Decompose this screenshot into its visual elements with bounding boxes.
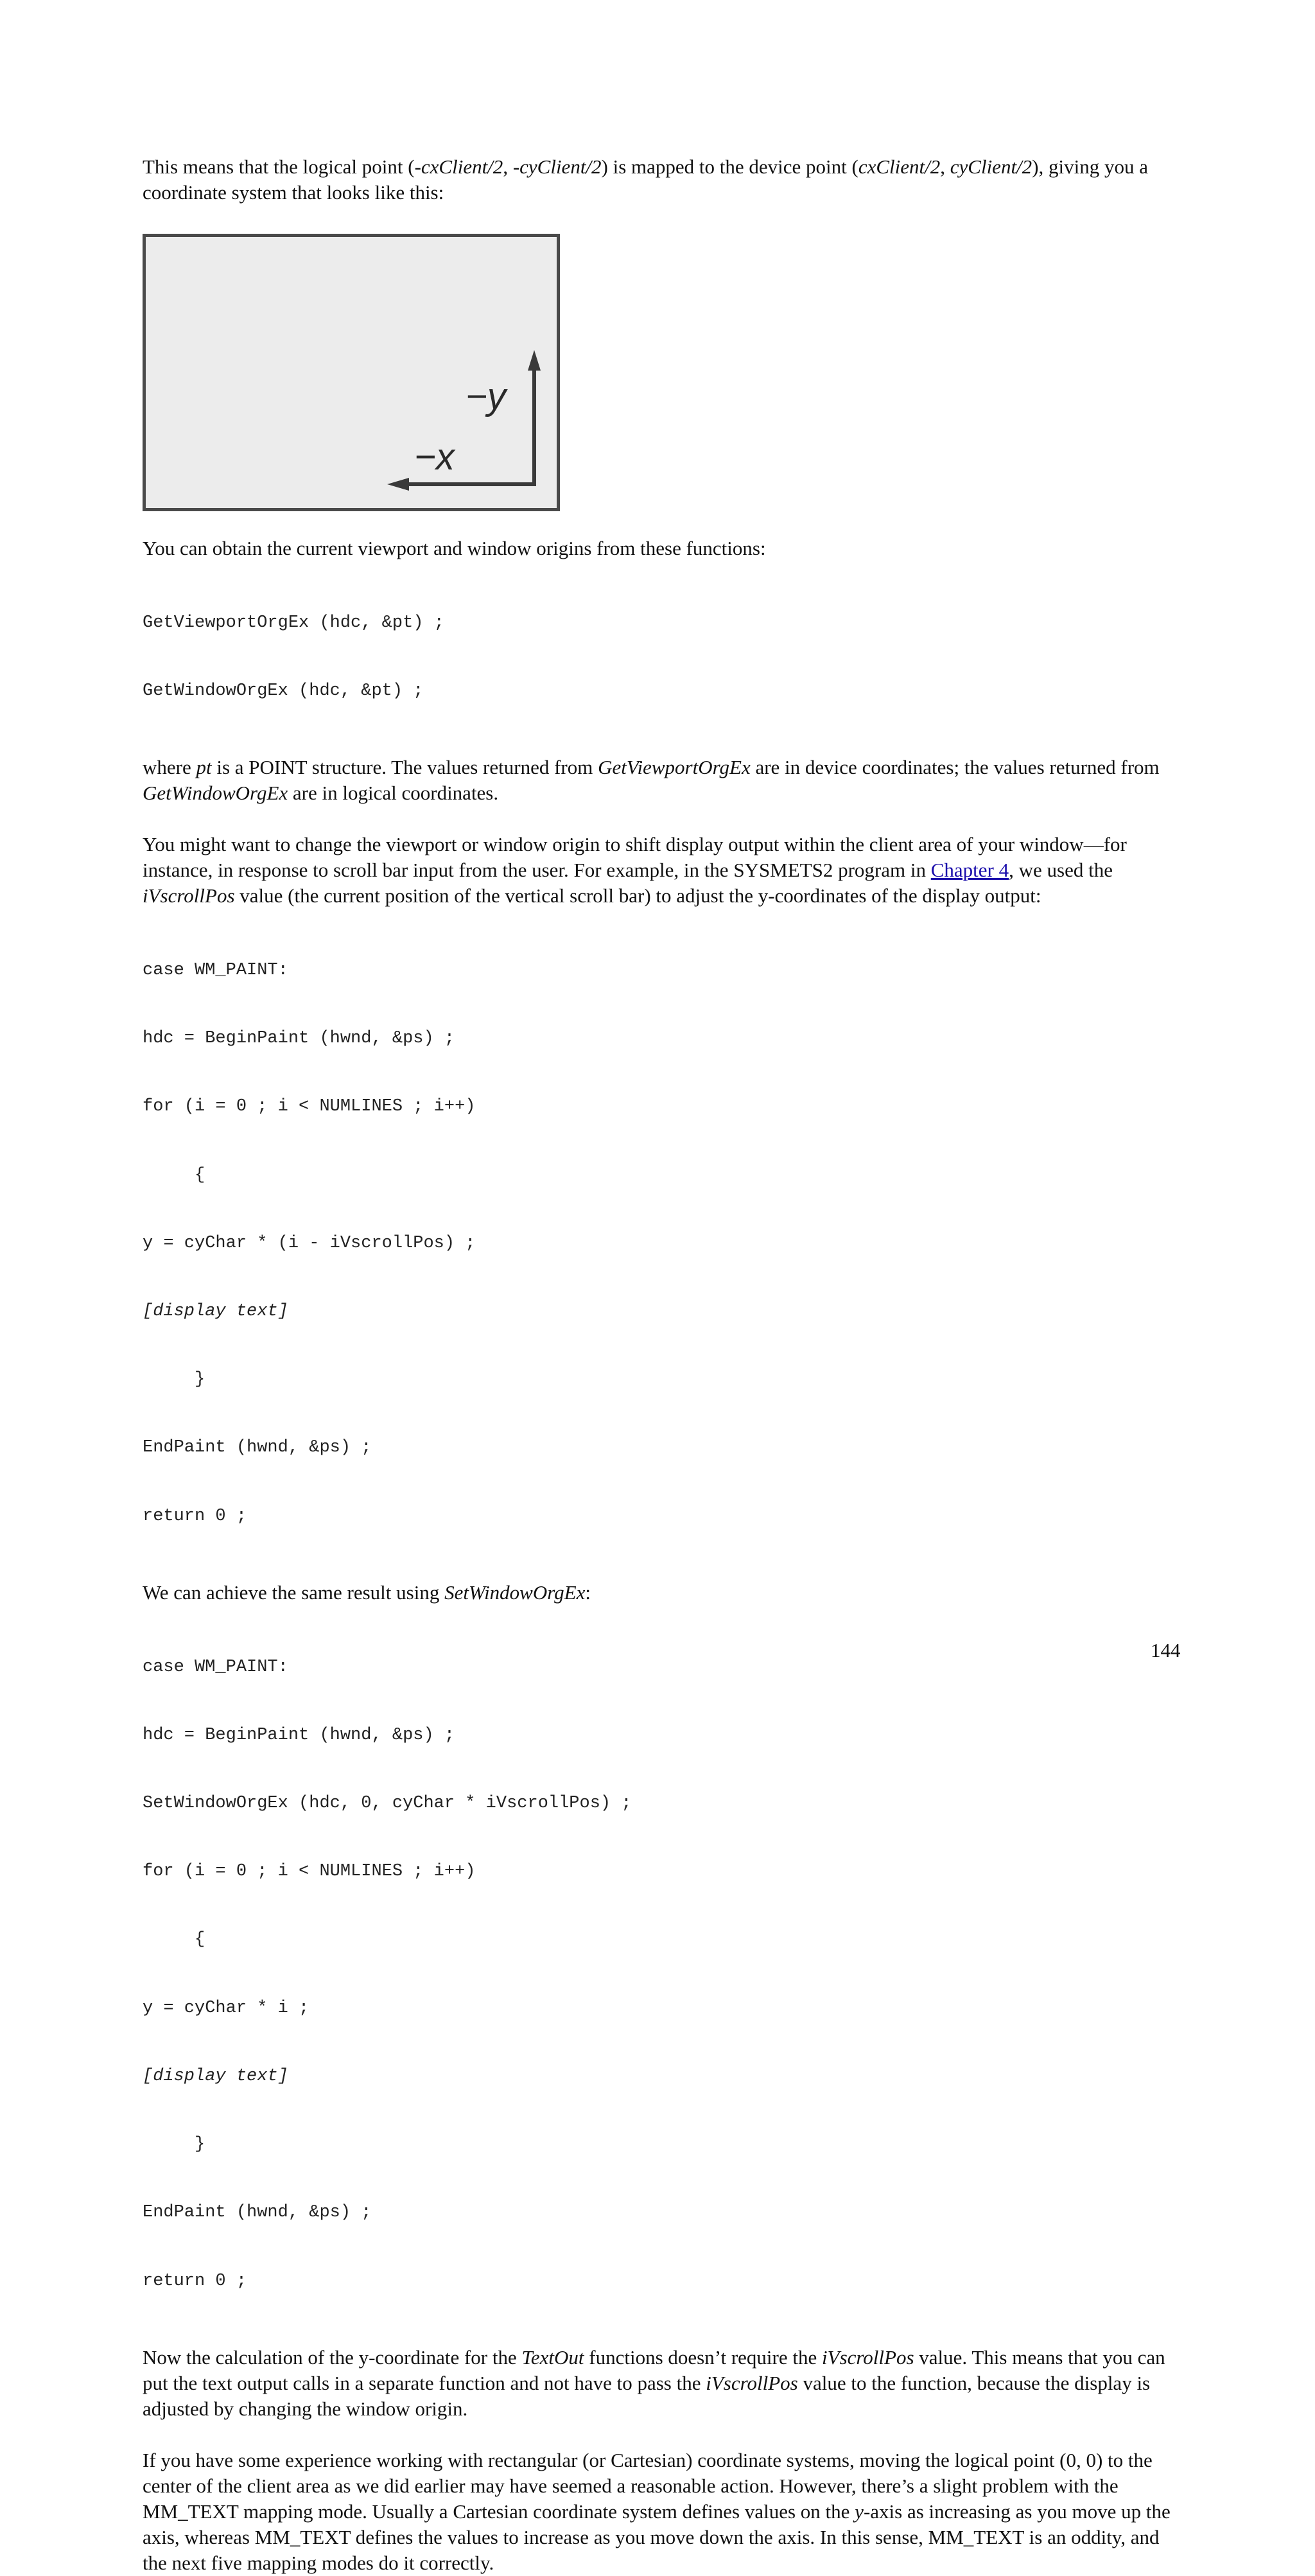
paragraph-cartesian-note <box>143 2448 1183 2576</box>
y-axis-arrowhead <box>528 350 541 371</box>
text-run: , we used the <box>1009 859 1113 882</box>
code-line: } <box>143 1370 205 1390</box>
italic-run: pt <box>196 756 212 779</box>
italic-run: -cxClient/2 <box>414 155 503 178</box>
text-run: Now the calculation of the y-coordinate for the <box>143 2345 522 2369</box>
code-line: for (i = 0 ; i < NUMLINES ; i++) <box>143 1862 476 1882</box>
code-line: y = cyChar * i ; <box>143 1998 309 2018</box>
axes-diagram <box>146 237 557 508</box>
italic-run: iVscrollPos <box>143 884 235 907</box>
text-run: where <box>143 756 196 779</box>
code-line: y = cyChar * (i - iVscrollPos) ; <box>143 1233 476 1253</box>
italic-run: y <box>855 2500 864 2523</box>
text-run: This means that the logical point ( <box>143 155 415 178</box>
code-line: { <box>143 1930 205 1950</box>
code-block-setwindoworg-paint <box>143 1611 1183 2338</box>
text-run: We can achieve the same result using <box>143 1581 445 1604</box>
code-line: return 0 ; <box>143 1506 247 1526</box>
paragraph-point-structure <box>143 755 1183 806</box>
text-run: value to the function, because the display is adjusted by changing the window origin. <box>143 2371 1151 2420</box>
code-line: { <box>143 1165 205 1185</box>
code-line: } <box>143 2135 205 2155</box>
code-line: return 0 ; <box>143 2271 247 2291</box>
code-line: for (i = 0 ; i < NUMLINES ; i++) <box>143 1097 476 1117</box>
code-line: case WM_PAINT: <box>143 961 288 981</box>
italic-run: SetWindowOrgEx <box>444 1581 586 1604</box>
text-run: ) is mapped to the device point ( <box>601 155 858 178</box>
text-run: value. This means that you can put the text output calls in a separate function and not have to pass the <box>143 2345 1165 2394</box>
text-run: , <box>503 155 513 178</box>
italic-run: -cyClient/2 <box>512 155 602 178</box>
code-block-get-origins <box>143 566 1183 748</box>
code-block-sysmets2-paint <box>143 914 1183 1573</box>
paragraph-setwindoworgex <box>143 1580 1183 1606</box>
code-line-placeholder: [display text] <box>143 1302 288 1322</box>
paragraph-logical-point-mapping <box>143 154 1183 206</box>
document-page <box>143 154 1183 2576</box>
page-number: 144 <box>1151 1639 1181 1661</box>
text-run: are in device coordinates; the values returned from <box>750 756 1160 779</box>
text-run: You might want to change the viewport or window origin to shift display output within the client area of your window—for instance, in response to scroll bar input from the user. For example, in the SYSMETS2 program in <box>143 833 1127 882</box>
code-line: hdc = BeginPaint (hwnd, &ps) ; <box>143 1725 455 1745</box>
code-line: EndPaint (hwnd, &ps) ; <box>143 1438 372 1458</box>
chapter-4-link[interactable]: Chapter 4 <box>930 859 1009 882</box>
x-axis-label: −x <box>414 436 455 478</box>
text-run: : <box>585 1581 591 1604</box>
text-run: -axis as increasing as you move up the axis, whereas MM_TEXT defines the values to increase as you move down the axis. In this sense, MM_TEXT is an oddity, and the next five mapping modes do it correctly. <box>143 2500 1171 2574</box>
paragraph-obtain-origins: You can obtain the current viewport and window origins from these functions: <box>143 537 766 559</box>
text-run: ), giving you a coordinate system that looks like this: <box>143 155 1148 204</box>
text-run: is a POINT structure. The values returned from <box>211 756 598 779</box>
italic-run: cyClient/2 <box>950 155 1032 178</box>
text-run: , <box>940 155 950 178</box>
code-line-placeholder: [display text] <box>143 2066 288 2086</box>
code-line: GetWindowOrgEx (hdc, &pt) ; <box>143 681 424 701</box>
italic-run: GetViewportOrgEx <box>598 756 751 779</box>
code-line: SetWindowOrgEx (hdc, 0, cyChar * iVscrollPos) ; <box>143 1794 632 1814</box>
italic-run: TextOut <box>521 2345 584 2369</box>
code-line: case WM_PAINT: <box>143 1657 288 1677</box>
text-run: If you have some experience working with rectangular (or Cartesian) coordinate systems, moving the logical point (0, 0) to the center of the client area as we did earlier may have seemed a reasonable action. However, there’s a slight problem with the MM_TEXT mapping mode. Usually a Cartesian coordinate system defines values on the <box>143 2448 1153 2523</box>
code-line: EndPaint (hwnd, &ps) ; <box>143 2203 372 2223</box>
italic-run: iVscrollPos <box>822 2345 914 2369</box>
paragraph-change-origin <box>143 832 1183 909</box>
x-axis-arrowhead <box>387 478 409 491</box>
italic-run: iVscrollPos <box>706 2371 798 2394</box>
text-run: value (the current position of the vertical scroll bar) to adjust the y-coordinates of the display output: <box>234 884 1041 907</box>
code-line: GetViewportOrgEx (hdc, &pt) ; <box>143 613 444 633</box>
coordinate-system-figure <box>143 234 560 511</box>
code-line: hdc = BeginPaint (hwnd, &ps) ; <box>143 1029 455 1049</box>
y-axis-label: −y <box>466 376 506 417</box>
text-run: functions doesn’t require the <box>584 2345 823 2369</box>
italic-run: cxClient/2 <box>858 155 941 178</box>
paragraph-textout-calculation <box>143 2345 1183 2422</box>
text-run: are in logical coordinates. <box>288 782 499 805</box>
italic-run: GetWindowOrgEx <box>143 782 288 805</box>
